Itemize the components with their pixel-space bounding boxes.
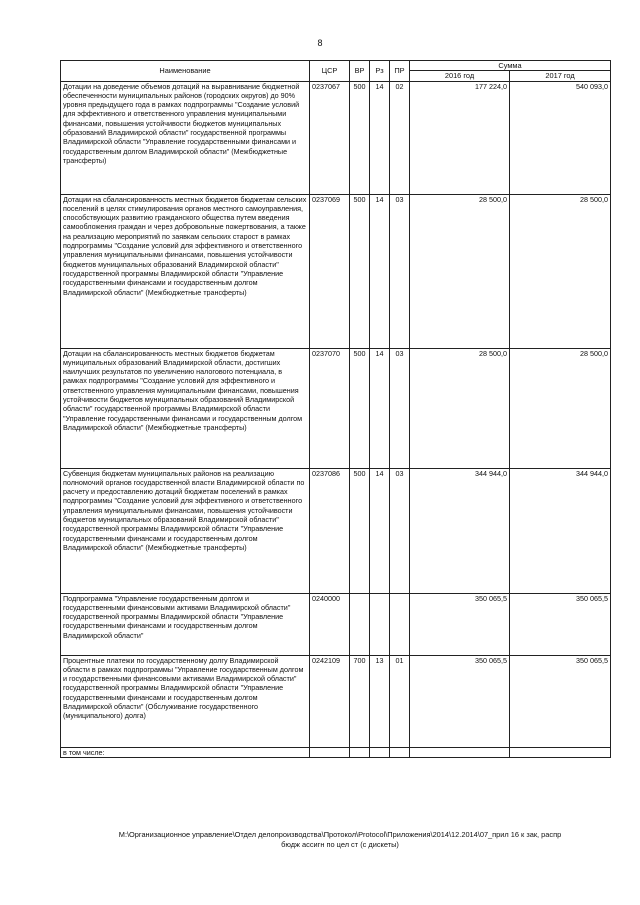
page-number: 8	[317, 38, 323, 48]
row-pr	[390, 747, 410, 757]
row-pr: 03	[390, 348, 410, 468]
row-rz: 14	[370, 81, 390, 194]
row-2017: 28 500,0	[510, 194, 611, 348]
table-row	[61, 747, 611, 757]
row-2017: 350 065,5	[510, 655, 611, 747]
row-name: Дотации на сбалансированность местных бюджетов бюджетам сельских поселений в целях стимулирования органов местного самоуправления, способствующих развитию гражданского общества путем введения самообложения граждан и через добровольные пожертвования, а также на реализацию мероприятий по заявкам сельских старост в рамках подпрограммы "Создание условий для эффективного и ответственного управления муниципальными финансами, повышения устойчивости бюджетов муниципальных образований Владимирской области" государственной программы Владимирской области "Управление государственными финансами и государственным долгом Владимирской области" (Межбюджетные трансферты)	[61, 194, 310, 348]
header-2017: 2017 год	[510, 71, 611, 81]
table-row	[61, 81, 611, 194]
row-name: Подпрограмма "Управление государственным долгом и государственными финансовыми активами Владимирской области" государственной программы Владимирской области "Управление государственными финансами и государственным долгом Владимирской области"	[61, 593, 310, 655]
row-pr: 03	[390, 194, 410, 348]
row-csr: 0240000	[310, 593, 350, 655]
footer-line-1: М:\Организационное управление\Отдел делопроизводства\Протокол\Protocol\Приложения\2014\12.2014\07_прил 16 к зак, распр	[118, 830, 562, 839]
row-vr: 500	[350, 348, 370, 468]
row-vr: 500	[350, 194, 370, 348]
row-csr: 0237069	[310, 194, 350, 348]
row-2016: 28 500,0	[410, 194, 510, 348]
footer-file-path	[60, 830, 620, 850]
header-rz: Рз	[370, 61, 390, 82]
row-vr	[350, 747, 370, 757]
header-csr: ЦСР	[310, 61, 350, 82]
row-2017	[510, 747, 611, 757]
row-csr: 0237086	[310, 468, 350, 593]
row-name: Субвенция бюджетам муниципальных районов на реализацию полномочий органов государственной власти Владимирской области по расчету и предоставлению дотаций бюджетам поселений в рамках подпрограммы "Создание условий для эффективного и ответственного управления муниципальными финансами, повышения устойчивости бюджетов муниципальных образований Владимирской области" государственной программы Владимирской области "Управление государственными финансами и государственным долгом Владимирской области" (Межбюджетные трансферты)	[61, 468, 310, 593]
row-pr	[390, 593, 410, 655]
row-vr: 500	[350, 468, 370, 593]
row-csr: 0242109	[310, 655, 350, 747]
table-row	[61, 593, 611, 655]
row-vr: 500	[350, 81, 370, 194]
row-2016: 28 500,0	[410, 348, 510, 468]
budget-table	[60, 60, 611, 758]
row-2017: 344 944,0	[510, 468, 611, 593]
row-name: Дотации на сбалансированность местных бюджетов бюджетам муниципальных образований Владимирской области, достигших наилучших результатов по увеличению налогового потенциала, в рамках подпрограммы "Создание условий для эффективного и ответственного управления муниципальными финансами, повышения устойчивости бюджетов муниципальных образований Владимирской области" государственной программы Владимирской области "Управление государственными финансами и государственным долгом Владимирской области" (Межбюджетные трансферты)	[61, 348, 310, 468]
row-vr	[350, 593, 370, 655]
row-2017: 28 500,0	[510, 348, 611, 468]
row-rz	[370, 593, 390, 655]
table-row	[61, 468, 611, 593]
footer-line-2: бюдж ассигн по цел ст (с дискеты)	[281, 840, 399, 849]
row-name: Процентные платежи по государственному долгу Владимирской области в рамках подпрограммы "Управление государственным долгом и государственными финансовыми активами Владимирской области" государственной программы Владимирской области "Управление государственными финансами и государственным долгом Владимирской области" (Обслуживание государственного (муниципального) долга)	[61, 655, 310, 747]
row-name: Дотации на доведение объемов дотаций на выравнивание бюджетной обеспеченности муниципальных районов (городских округов) до 90% уровня предыдущего года в рамках подпрограммы "Создание условий для эффективного и ответственного управления муниципальными финансами, повышения устойчивости бюджетов муниципальных образований Владимирской области" государственной программы Владимирской области "Управление государственными финансами и государственным долгом Владимирской области" (Межбюджетные трансферты)	[61, 81, 310, 194]
row-2016: 350 065,5	[410, 593, 510, 655]
row-rz: 14	[370, 348, 390, 468]
row-rz: 13	[370, 655, 390, 747]
row-2016	[410, 747, 510, 757]
header-2016: 2016 год	[410, 71, 510, 81]
table-row	[61, 655, 611, 747]
row-rz: 14	[370, 468, 390, 593]
row-pr: 02	[390, 81, 410, 194]
row-csr: 0237067	[310, 81, 350, 194]
header-pr: ПР	[390, 61, 410, 82]
row-pr: 03	[390, 468, 410, 593]
row-2017: 540 093,0	[510, 81, 611, 194]
header-vr: ВР	[350, 61, 370, 82]
row-csr	[310, 747, 350, 757]
row-rz: 14	[370, 194, 390, 348]
row-2017: 350 065,5	[510, 593, 611, 655]
row-name: в том числе:	[61, 747, 310, 757]
header-name: Наименование	[61, 61, 310, 82]
table-row	[61, 348, 611, 468]
row-pr: 01	[390, 655, 410, 747]
row-2016: 177 224,0	[410, 81, 510, 194]
header-sum: Сумма	[410, 61, 611, 71]
table-row	[61, 194, 611, 348]
row-csr: 0237070	[310, 348, 350, 468]
row-vr: 700	[350, 655, 370, 747]
row-rz	[370, 747, 390, 757]
row-2016: 350 065,5	[410, 655, 510, 747]
row-2016: 344 944,0	[410, 468, 510, 593]
